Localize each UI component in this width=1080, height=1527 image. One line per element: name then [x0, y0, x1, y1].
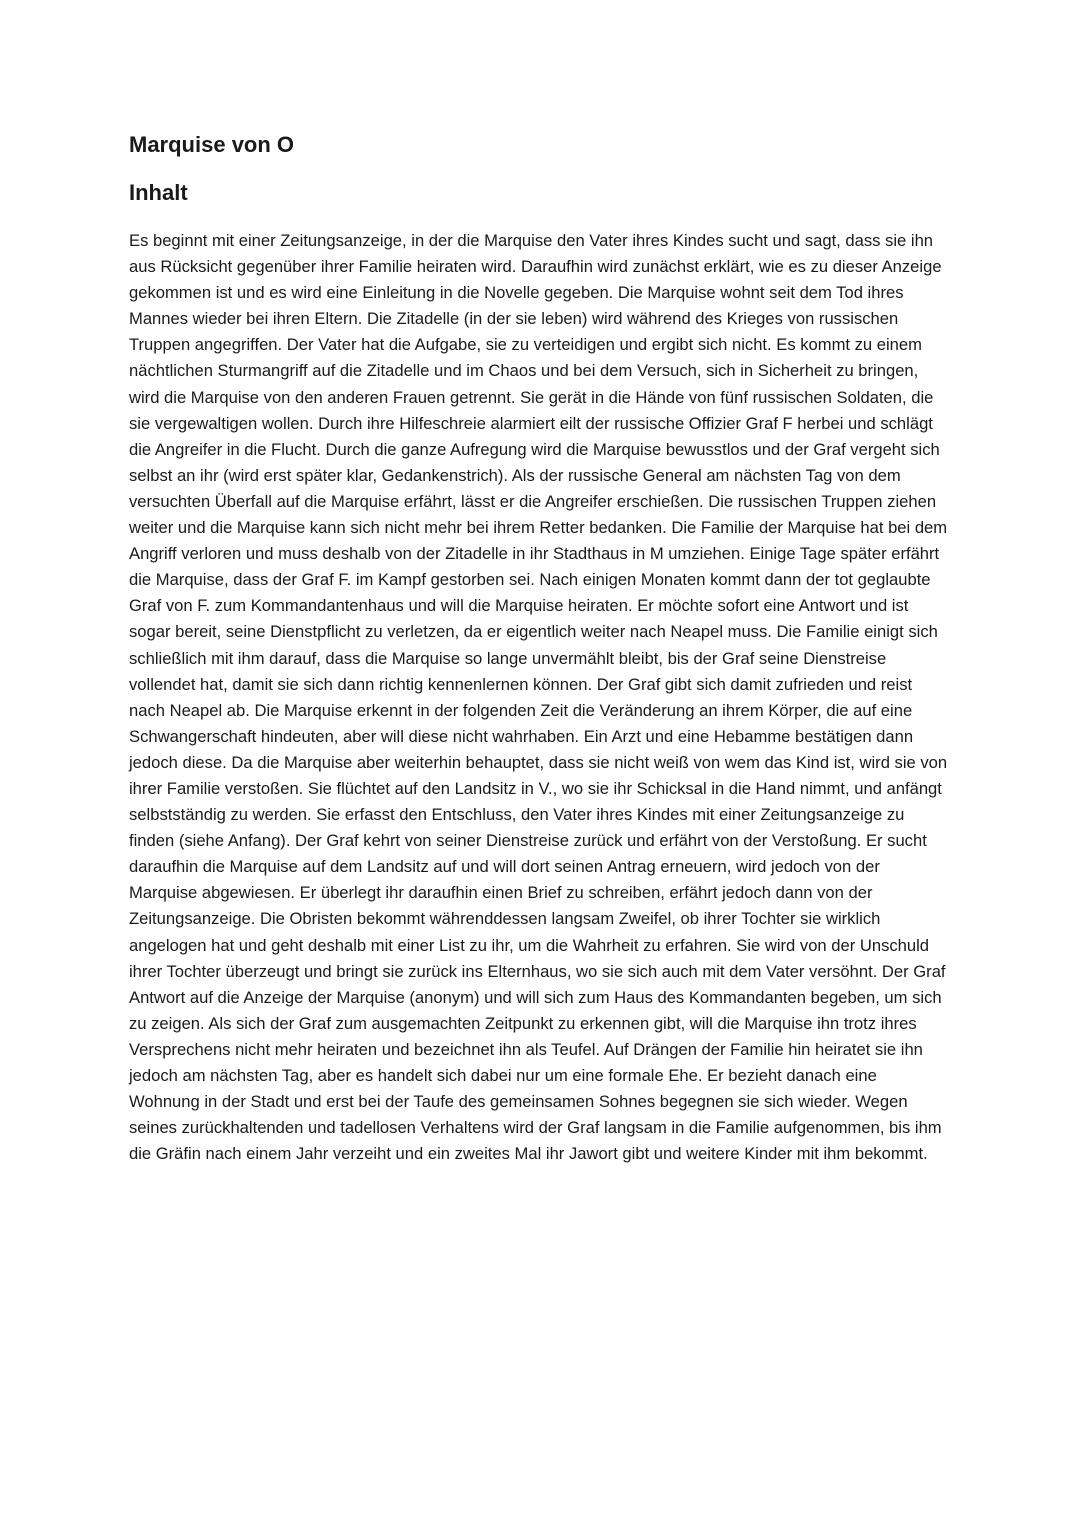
section-heading: Inhalt — [129, 180, 188, 205]
summary-paragraph: Es beginnt mit einer Zeitungsanzeige, in der die Marquise den Vater ihres Kindes sucht und sagt, dass sie ihn aus Rücksicht gegenüber ihrer Familie heiraten wird. Daraufhin wird zunächst erklärt, wie es zu dieser Anzeige gekommen ist und es wird eine Einleitung in die Novelle gegeben. Die Marquise wohnt seit dem Tod ihres Mannes wieder bei ihren Eltern. Die Zitadelle (in der sie leben) wird während des Krieges von russischen Truppen angegriffen. Der Vater hat die Aufgabe, sie zu verteidigen und ergibt sich nicht. Es kommt zu einem nächtlichen Sturmangriff auf die Zitadelle und im Chaos und bei dem Versuch, sich in Sicherheit zu bringen, wird die Marquise von den anderen Frauen getrennt. Sie gerät in die Hände von fünf russischen Soldaten, die sie vergewaltigen wollen. Durch ihre Hilfeschreie alarmiert eilt der russische Offizier Graf F herbei und schlägt die Angreifer in die Flucht. Durch die ganze Aufregung wird die Marquise bewusstlos und der Graf vergeht sich selbst an ihr (wird erst später klar, Gedankenstrich). Als der russische General am nächsten Tag von dem versuchten Überfall auf die Marquise erfährt, lässt er die Angreifer erschießen. Die russischen Truppen ziehen weiter und die Marquise kann sich nicht mehr bei ihrem Retter bedanken. Die Familie der Marquise hat bei dem Angriff verloren und muss deshalb von der Zitadelle in ihr Stadthaus in M umziehen. Einige Tage später erfährt die Marquise, dass der Graf F. im Kampf gestorben sei. Nach einigen Monaten kommt dann der tot geglaubte Graf von F. zum Kommandantenhaus und will die Marquise heiraten. Er möchte sofort eine Antwort und ist sogar bereit, seine Dienstpflicht zu verletzen, da er eigentlich weiter nach Neapel muss. Die Familie einigt sich schließlich mit ihm darauf, dass die Marquise so lange unvermählt bleibt, bis der Graf seine Dienstreise vollendet hat, damit sie sich dann richtig kennenlernen können. Der Graf gibt sich damit zufrieden und reist nach Neapel ab. Die Marquise erkennt in der folgenden Zeit die Veränderung an ihrem Körper, die auf eine Schwangerschaft hindeuten, aber will diese nicht wahrhaben. Ein Arzt und eine Hebamme bestätigen dann jedoch diese. Da die Marquise aber weiterhin behauptet, dass sie nicht weiß von wem das Kind ist, wird sie von ihrer Familie verstoßen. Sie flüchtet auf den Landsitz in V., wo sie ihr Schicksal in die Hand nimmt, und anfängt selbstständig zu werden. Sie erfasst den Entschluss, den Vater ihres Kindes mit einer Zeitungsanzeige zu finden (siehe Anfang). Der Graf kehrt von seiner Dienstreise zurück und erfährt von der Verstoßung. Er sucht daraufhin die Marquise auf dem Landsitz auf und will dort seinen Antrag erneuern, wird jedoch von der Marquise abgewiesen. Er überlegt ihr daraufhin einen Brief zu schreiben, erfährt jedoch dann von der Zeitungsanzeige. Die Obristen bekommt währenddessen langsam Zweifel, ob ihrer Tochter sie wirklich angelogen hat und geht deshalb mit einer List zu ihr, um die Wahrheit zu erfahren. Sie wird von der Unschuld ihrer Tochter überzeugt und bringt sie zurück ins Elternhaus, wo sie sich auch mit dem Vater versöhnt. Der Graf Antwort auf die Anzeige der Marquise (anonym) und will sich zum Haus des Kommandanten begeben, um sich zu zeigen. Als sich der Graf zum ausgemachten Zeitpunkt zu erkennen gibt, will die Marquise ihn trotz ihres Versprechens nicht mehr heiraten und bezeichnet ihn als Teufel. Auf Drängen der Familie hin heiratet sie ihn jedoch am nächsten Tag, aber es handelt sich dabei nur um eine formale Ehe. Er bezieht danach eine Wohnung in der Stadt und erst bei der Taufe des gemeinsamen Sohnes begegnen sie sich wieder. Wegen seines zurückhaltenden und tadellosen Verhaltens wird der Graf langsam in die Familie aufgenommen, bis ihm die Gräfin nach einem Jahr verzeiht und ein zweites Mal ihr Jawort gibt und weitere Kinder mit ihm bekommt. — [129, 231, 948, 1164]
document-title: Marquise von O — [129, 132, 295, 157]
document-content — [129, 128, 951, 1167]
